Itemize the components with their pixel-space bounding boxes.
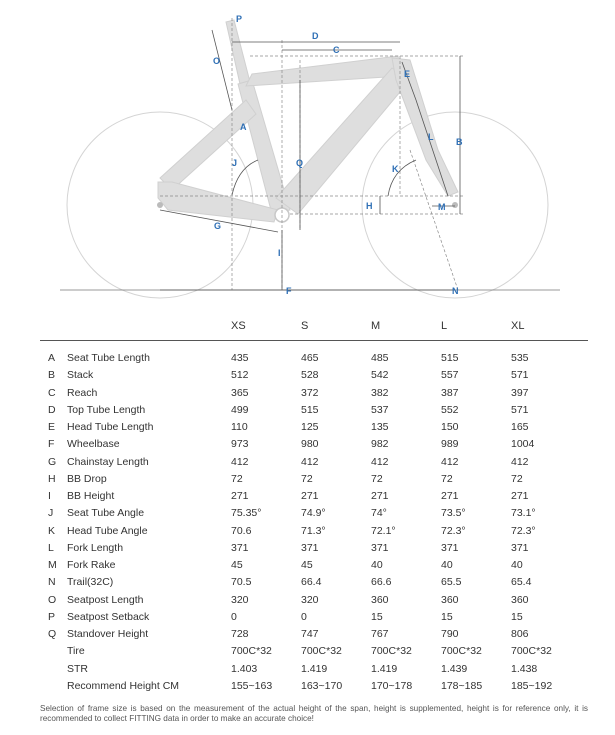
row-value: 360 (441, 593, 459, 606)
table-row (40, 575, 588, 592)
row-value: 535 (511, 352, 529, 364)
row-value: 271 (231, 490, 249, 502)
dim-label-a: A (240, 122, 247, 132)
row-label: Trail(32C) (67, 576, 114, 589)
row-value: 45 (301, 559, 313, 571)
row-value: 1.403 (231, 662, 258, 675)
row-value: 65.4 (511, 576, 532, 589)
row-letter: K (48, 524, 56, 537)
row-label: Fork Rake (67, 559, 116, 571)
size-header: M (371, 320, 381, 332)
row-value: 571 (511, 403, 529, 416)
row-value: 537 (371, 403, 389, 416)
row-letter: Q (48, 628, 57, 640)
row-value: 499 (231, 403, 249, 416)
row-value: 71.3° (301, 524, 326, 537)
dim-label-h: H (366, 201, 373, 211)
row-value: 72.3° (511, 524, 536, 537)
row-value: 790 (441, 628, 459, 640)
dim-label-c: C (333, 45, 340, 55)
row-value: 1.438 (511, 662, 538, 675)
row-value: 72 (371, 472, 383, 485)
size-header: S (301, 320, 309, 332)
row-value: 110 (231, 421, 248, 433)
row-value: 515 (301, 403, 319, 416)
size-header: XS (231, 320, 246, 332)
row-value: 767 (371, 628, 389, 640)
row-value: 73.5° (441, 507, 466, 520)
header-divider (40, 340, 588, 341)
row-letter: G (48, 455, 57, 468)
table-row (40, 524, 588, 541)
row-value: 150 (441, 421, 459, 433)
row-value: 700C*32 (301, 645, 342, 658)
rear-hub (157, 202, 163, 208)
row-value: 371 (511, 541, 529, 554)
dim-label-o: O (213, 56, 221, 66)
table-row (40, 437, 588, 454)
table-header (40, 316, 588, 338)
dim-label-b: B (456, 137, 463, 147)
row-label: Top Tube Length (67, 403, 146, 416)
row-value: 435 (231, 352, 249, 364)
geometry-diagram (0, 0, 615, 305)
row-value: 371 (441, 541, 459, 554)
row-value: 271 (511, 490, 529, 502)
table-row (40, 593, 588, 610)
row-value: 165 (511, 421, 529, 433)
row-label: BB Drop (67, 472, 107, 485)
table-row (40, 627, 588, 644)
row-value: 72.3° (441, 524, 466, 537)
row-label: Chainstay Length (67, 455, 149, 468)
front-hub (452, 202, 458, 208)
row-label: Fork Length (67, 541, 124, 554)
row-value: 73.1° (511, 507, 536, 520)
row-value: 135 (371, 421, 389, 433)
row-value: 72.1° (371, 524, 396, 537)
table-row (40, 455, 588, 472)
row-value: 728 (231, 628, 249, 640)
dim-label-l: L (428, 132, 434, 142)
row-value: 973 (231, 438, 249, 451)
row-letter: B (48, 369, 56, 382)
row-letter: I (48, 490, 51, 502)
table-row (40, 351, 588, 368)
row-value: 700C*32 (371, 645, 412, 658)
row-label: Seat Tube Angle (67, 507, 145, 520)
table-row (40, 662, 588, 679)
size-header: L (441, 320, 448, 332)
dim-label-f: F (286, 286, 292, 296)
row-label: Recommend Height CM (67, 679, 180, 692)
row-value: 989 (441, 438, 459, 451)
table-row (40, 472, 588, 489)
row-value: 74° (371, 507, 387, 520)
row-value: 40 (511, 559, 523, 571)
row-value: 170~178 (371, 679, 413, 692)
row-value: 387 (441, 386, 459, 399)
dim-label-i: I (278, 248, 281, 258)
row-value: 465 (301, 352, 319, 364)
row-letter: P (48, 610, 56, 623)
row-value: 320 (301, 593, 319, 606)
row-label: Head Tube Length (67, 421, 154, 433)
row-value: 485 (371, 352, 389, 364)
row-value: 700C*32 (231, 645, 272, 658)
row-value: 1004 (511, 438, 535, 451)
row-value: 371 (301, 541, 319, 554)
row-letter: L (48, 541, 54, 554)
row-value: 72 (301, 472, 313, 485)
row-label: Tire (67, 645, 85, 658)
row-value: 412 (371, 455, 389, 468)
row-value: 155~163 (231, 679, 273, 692)
row-label: Standover Height (67, 628, 149, 640)
row-value: 700C*32 (511, 645, 552, 658)
table-row (40, 679, 588, 696)
row-value: 372 (301, 386, 319, 399)
table-row (40, 386, 588, 403)
row-value: 747 (301, 628, 319, 640)
row-label: STR (67, 662, 88, 675)
row-letter: C (48, 386, 56, 399)
row-value: 72 (231, 472, 243, 485)
row-value: 1.439 (441, 662, 468, 675)
row-value: 365 (231, 386, 249, 399)
row-value: 185~192 (511, 679, 553, 692)
dim-label-j: J (232, 158, 238, 168)
row-value: 66.6 (371, 576, 392, 589)
row-value: 15 (441, 610, 453, 623)
row-value: 412 (301, 455, 319, 468)
table-row (40, 489, 588, 506)
row-value: 806 (511, 628, 529, 640)
row-value: 982 (371, 438, 389, 451)
row-value: 65.5 (441, 576, 462, 589)
row-value: 371 (371, 541, 389, 554)
row-value: 66.4 (301, 576, 322, 589)
row-value: 72 (511, 472, 523, 485)
table-row (40, 541, 588, 558)
row-value: 552 (441, 403, 459, 416)
row-letter: D (48, 403, 56, 416)
row-value: 15 (511, 610, 523, 623)
dim-label-k: K (392, 164, 399, 174)
footnote: Selection of frame size is based on the measurement of the actual height of the span, height is supplemented, height is for reference only, it is recommended to collect FITTING data in order to make an accurate choice! (40, 704, 588, 723)
row-value: 271 (441, 490, 459, 502)
row-value: 360 (511, 593, 529, 606)
row-value: 75.35° (231, 507, 262, 520)
table-row (40, 644, 588, 661)
row-value: 70.5 (231, 576, 252, 589)
dim-label-d: D (312, 31, 319, 41)
row-value: 40 (371, 559, 383, 571)
row-label: Stack (67, 369, 94, 382)
row-value: 382 (371, 386, 389, 399)
row-value: 0 (231, 610, 237, 623)
row-value: 557 (441, 369, 459, 382)
row-label: Seat Tube Length (67, 352, 150, 364)
row-value: 74.9° (301, 507, 326, 520)
row-value: 1.419 (371, 662, 398, 675)
row-letter: E (48, 421, 56, 433)
table-row (40, 420, 588, 437)
row-value: 412 (511, 455, 529, 468)
dim-label-e: E (404, 69, 411, 79)
row-letter: M (48, 559, 57, 571)
row-value: 515 (441, 352, 459, 364)
table-row (40, 558, 588, 575)
row-value: 72 (441, 472, 453, 485)
row-letter: N (48, 576, 56, 589)
row-value: 178~185 (441, 679, 483, 692)
row-value: 163~170 (301, 679, 343, 692)
row-letter: H (48, 472, 56, 485)
row-label: BB Height (67, 490, 115, 502)
row-value: 70.6 (231, 524, 252, 537)
row-value: 542 (371, 369, 389, 382)
row-letter: O (48, 593, 57, 606)
row-label: Wheelbase (67, 438, 120, 451)
row-value: 412 (231, 455, 249, 468)
table-row (40, 610, 588, 627)
dim-label-m: M (438, 202, 446, 212)
row-value: 571 (511, 369, 529, 382)
row-value: 360 (371, 593, 389, 606)
row-value: 980 (301, 438, 319, 451)
row-value: 271 (301, 490, 319, 502)
row-value: 397 (511, 386, 529, 399)
row-label: Reach (67, 386, 98, 399)
row-letter: A (48, 352, 56, 364)
row-value: 371 (231, 541, 249, 554)
row-letter: J (48, 507, 54, 520)
table-row (40, 506, 588, 523)
row-label: Seatpost Setback (67, 610, 150, 623)
row-value: 528 (301, 369, 319, 382)
row-value: 1.419 (301, 662, 328, 675)
size-header: XL (511, 320, 525, 332)
dim-label-n: N (452, 286, 459, 296)
row-value: 0 (301, 610, 307, 623)
table-row (40, 403, 588, 420)
row-label: Seatpost Length (67, 593, 144, 606)
row-value: 125 (301, 421, 319, 433)
dim-label-g: G (214, 221, 222, 231)
row-value: 512 (231, 369, 249, 382)
dim-label-p: P (236, 14, 243, 24)
row-value: 700C*32 (441, 645, 482, 658)
table-row (40, 368, 588, 385)
row-value: 45 (231, 559, 243, 571)
row-value: 412 (441, 455, 459, 468)
row-value: 15 (371, 610, 383, 623)
row-value: 320 (231, 593, 249, 606)
row-value: 271 (371, 490, 389, 502)
row-value: 40 (441, 559, 453, 571)
row-letter: F (48, 438, 55, 451)
dim-label-q: Q (296, 158, 304, 168)
row-label: Head Tube Angle (67, 524, 148, 537)
